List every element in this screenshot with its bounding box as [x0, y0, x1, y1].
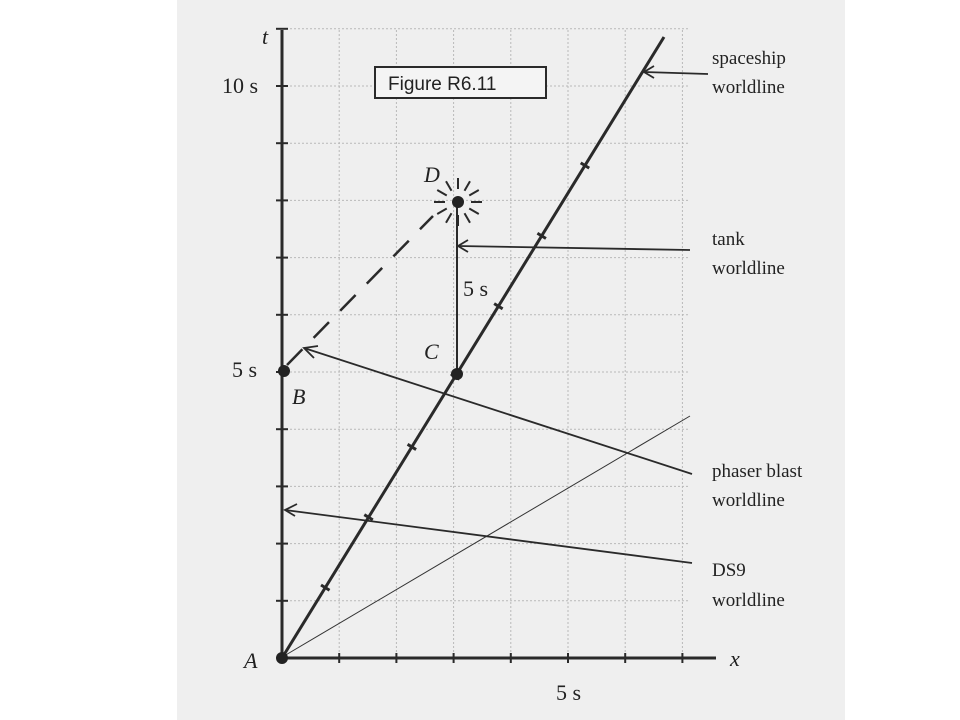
x-tick-label-5s: 5 s: [556, 680, 582, 705]
callout-ds9-line1: DS9: [712, 560, 746, 581]
callout-phaser-line1: phaser blast: [712, 461, 803, 482]
callout-spaceship-line1: spaceship: [712, 48, 786, 69]
x-axis-label: x: [730, 646, 740, 671]
point-A: [276, 652, 288, 664]
dashed-signal-line: [287, 216, 433, 365]
burst-ray: [446, 213, 452, 223]
point-D: [452, 196, 464, 208]
callout-spaceship-line2: worldline: [712, 77, 785, 98]
burst-ray: [446, 181, 452, 191]
t-tick-label-10s: 10 s: [222, 73, 259, 98]
callout-ds9-line2: worldline: [712, 590, 785, 611]
burst-ray: [465, 181, 471, 191]
callout-phaser-pointer: [304, 346, 692, 474]
point-C: [451, 368, 463, 380]
figure-title: Figure R6.11: [388, 74, 497, 95]
callout-phaser-line2: worldline: [712, 490, 785, 511]
burst-ray: [437, 190, 447, 196]
burst-ray: [469, 190, 479, 196]
point-C-label: C: [424, 339, 439, 364]
point-B-label: B: [292, 384, 306, 409]
callout-tank-line1: tank: [712, 229, 745, 250]
t-axis-label: t: [262, 24, 269, 49]
callout-tank-pointer: [458, 240, 690, 252]
burst-ray: [465, 213, 471, 223]
callout-tank-line2: worldline: [712, 258, 785, 279]
grid: [282, 29, 690, 658]
t-tick-label-5s: 5 s: [232, 357, 258, 382]
point-A-label: A: [244, 648, 258, 673]
point-D-label: D: [424, 162, 440, 187]
burst-ray: [437, 209, 447, 215]
burst-ray: [469, 209, 479, 215]
point-B: [278, 365, 290, 377]
callout-spaceship-pointer: [644, 66, 708, 78]
tank-segment-label: 5 s: [463, 276, 489, 301]
